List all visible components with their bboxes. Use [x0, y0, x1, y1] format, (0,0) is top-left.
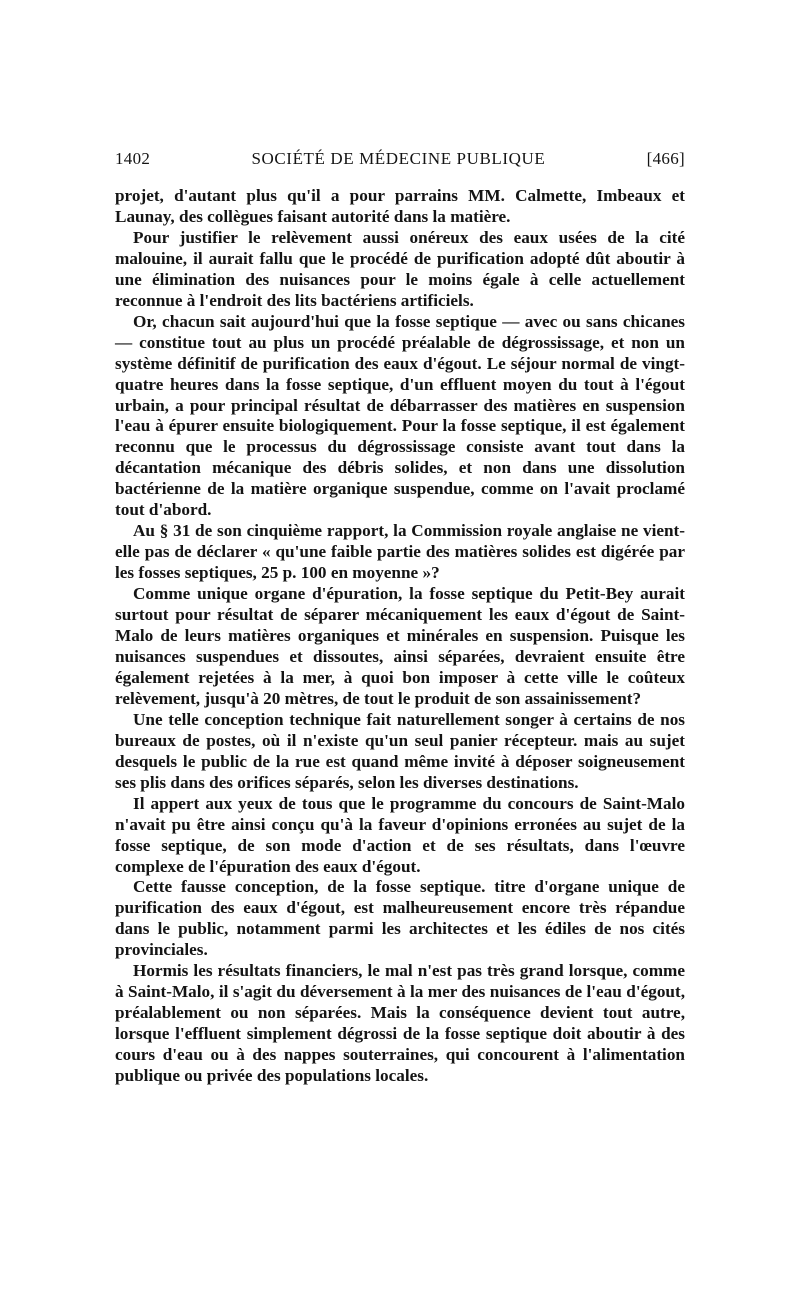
- body-text: [115, 186, 685, 1087]
- running-head: [115, 148, 685, 170]
- paragraph: Or, chacun sait aujourd'hui que la fosse septique — avec ou sans chicanes — constitue tout au plus un procédé préalable de dégrossissage, et non un système définitif de purification des eaux d'égout. Le séjour normal de vingt-quatre heures dans la fosse septique, d'un effluent moyen du tout à l'égout urbain, a pour principal résultat de débarrasser des matières en suspension l'eau à épurer ensuite biologiquement. Pour la fosse septique, il est également reconnu que le processus du dégrossissage consiste avant tout dans la décantation mécanique des débris solides, et non dans une dissolution bactérienne de la matière organique suspendue, comme on l'avait proclamé tout d'abord.: [115, 311, 685, 520]
- page-number: 1402: [115, 149, 151, 168]
- paragraph: Il appert aux yeux de tous que le programme du concours de Saint-Malo n'avait pu être ainsi conçu qu'à la faveur d'opinions erronées au sujet de la fosse septique, de son mode d'action et de ses résultats, dans l'œuvre complexe de l'épuration des eaux d'égout.: [115, 793, 685, 876]
- paragraph: Hormis les résultats financiers, le mal n'est pas très grand lorsque, comme à Saint-Malo, il s'agit du déversement à la mer des nuisances de l'eau d'égout, préalablement ou non séparées. Mais la conséquence devient tout autre, lorsque l'effluent simplement dégrossi de la fosse septique doit aboutir à des cours d'eau ou à des nappes souterraines, qui concourent à l'alimentation publique ou privée des populations locales.: [115, 961, 685, 1086]
- paragraph: Pour justifier le relèvement aussi onéreux des eaux usées de la cité malouine, il aurait fallu que le procédé de purification adopté dût aboutir à une élimination des nuisances pour le moins égale à celle actuellement reconnue à l'endroit des lits bactériens artificiels.: [115, 227, 685, 310]
- paragraph: Au § 31 de son cinquième rapport, la Commission royale anglaise ne vient-elle pas de déclarer « qu'une faible partie des matières solides est digérée par les fosses septiques, 25 p. 100 en moyenne »?: [115, 521, 685, 583]
- section-number: [466]: [646, 149, 685, 168]
- document-page: [115, 148, 685, 1087]
- paragraph: Comme unique organe d'épuration, la fosse septique du Petit-Bey aurait surtout pour résultat de séparer mécaniquement les eaux d'égout de Saint-Malo de leurs matières organiques et minérales en suspension. Puisque les nuisances suspendues et dissoutes, ainsi séparées, devraient ensuite être également rejetées à la mer, à quoi bon imposer à cette ville le coûteux relèvement, jusqu'à 20 mètres, de tout le produit de son assainissement?: [115, 584, 685, 708]
- paragraph: Une telle conception technique fait naturellement songer à certains de nos bureaux de postes, où il n'existe qu'un seul panier récepteur. mais au sujet desquels le public de la rue est quand même invité à déposer soigneusement ses plis dans des orifices séparés, selon les diverses destinations.: [115, 709, 685, 792]
- paragraph: projet, d'autant plus qu'il a pour parrains MM. Calmette, Imbeaux et Launay, des collègues faisant autorité dans la matière.: [115, 186, 685, 226]
- paragraph: Cette fausse conception, de la fosse septique. titre d'organe unique de purification des eaux d'égout, est malheureusement encore très répandue dans le public, notamment parmi les architectes et les édiles de nos cités provinciales.: [115, 877, 685, 960]
- journal-title: SOCIÉTÉ DE MÉDECINE PUBLIQUE: [251, 149, 546, 168]
